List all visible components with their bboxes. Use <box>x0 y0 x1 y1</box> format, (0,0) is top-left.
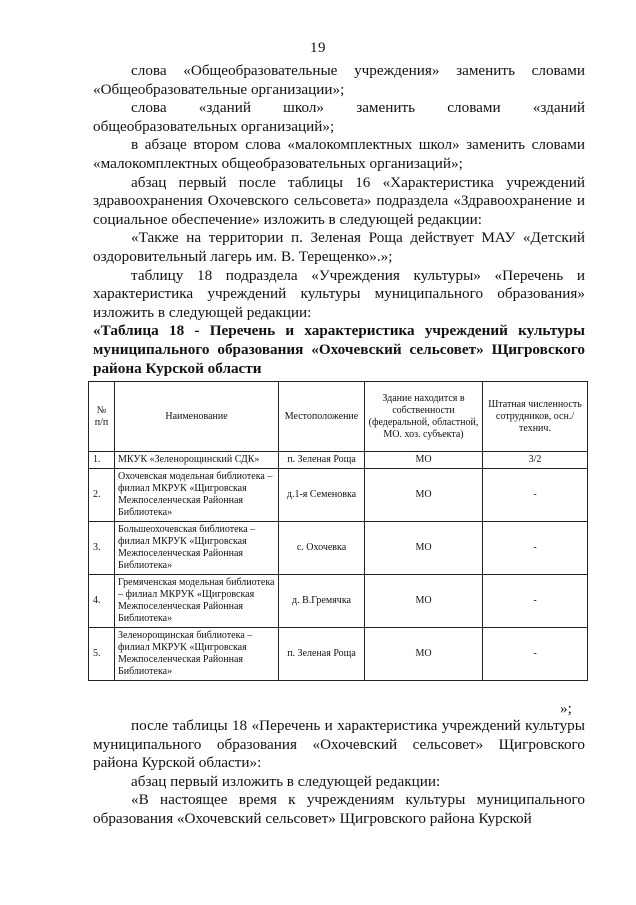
table-row <box>89 452 588 469</box>
cell-name: МКУК «Зеленорощинский СДК» <box>115 452 279 469</box>
paragraph: абзац первый изложить в следующей редакции: <box>131 772 441 790</box>
cell-location: с. Охочевка <box>279 522 365 575</box>
header-staff: Штатная численность сотрудников, осн./технич. <box>483 382 588 452</box>
cell-name: Гремяченская модельная библиотека – филиал МКРУК «Щигровская Межпоселенческая Районная Библиотека» <box>115 575 279 628</box>
document-body-bottom <box>93 717 585 829</box>
cell-name: Зеленорощинская библиотека – филиал МКРУК «Щигровская Межпоселенческая Районная Библиотека» <box>115 628 279 681</box>
paragraph: после таблицы 18 «Перечень и характеристика учреждений культуры муниципального образования «Охочевский сельсовет» Щигровского района Курской области»: <box>93 717 585 772</box>
cell-ownership: МО <box>365 575 483 628</box>
cell-ownership: МО <box>365 628 483 681</box>
page-number: 19 <box>310 40 326 56</box>
cell-location: д.1-я Семеновка <box>279 469 365 522</box>
cell-location: п. Зеленая Роща <box>279 452 365 469</box>
table-header-row <box>89 382 588 452</box>
paragraph: «Также на территории п. Зеленая Роща действует МАУ «Детский оздоровительный лагерь им. В. Терещенко».»; <box>93 229 585 265</box>
cell-number: 1. <box>89 452 115 469</box>
paragraph: абзац первый после таблицы 16 «Характеристика учреждений здравоохранения Охочевского сельсовета» подраздела «Здравоохранение и социальное обеспечение» изложить в следующей редакции: <box>93 173 585 228</box>
cell-location: д. В.Гремячка <box>279 575 365 628</box>
table-closing-quote: »; <box>560 700 572 717</box>
culture-institutions-table <box>88 381 587 681</box>
cell-staff: - <box>483 575 588 628</box>
table-row <box>89 522 588 575</box>
cell-number: 3. <box>89 522 115 575</box>
cell-location: п. Зеленая Роща <box>279 628 365 681</box>
cell-staff: - <box>483 469 588 522</box>
paragraph: в абзаце втором слова «малокомплектных школ» заменить словами «малокомплектных общеобразовательных организаций»; <box>93 136 585 172</box>
cell-number: 4. <box>89 575 115 628</box>
cell-staff: - <box>483 522 588 575</box>
table-title: «Таблица 18 - Перечень и характеристика учреждений культуры муниципального образования «Охочевский сельсовет» Щигровского района Курской области <box>93 322 585 377</box>
paragraph: «В настоящее время к учреждениям культуры муниципального образования «Охочевский сельсовет» Щигровского района Курской <box>93 791 585 827</box>
table-row <box>89 628 588 681</box>
cell-ownership: МО <box>365 469 483 522</box>
cell-name: Большеохочевская библиотека – филиал МКРУК «Щигровская Межпоселенческая Районная Библиотека» <box>115 522 279 575</box>
header-location: Местоположение <box>279 382 365 452</box>
paragraph: таблицу 18 подраздела «Учреждения культуры» «Перечень и характеристика учреждений культуры муниципального образования» изложить в следующей редакции: <box>93 266 585 321</box>
cell-name: Охочевская модельная библиотека – филиал МКРУК «Щигровская Межпоселенческая Районная Библиотека» <box>115 469 279 522</box>
table-row <box>89 469 588 522</box>
header-name: Наименование <box>115 382 279 452</box>
paragraph: слова «Общеобразовательные учреждения» заменить словами «Общеобразовательные организации»; <box>93 62 585 98</box>
header-ownership: Здание находится в собственности (федеральной, областной, МО. хоз. субъекта) <box>365 382 483 452</box>
paragraph: слова «зданий школ» заменить словами «зданий общеобразовательных организаций»; <box>93 99 585 135</box>
header-number: № п/п <box>89 382 115 452</box>
document-body-top <box>93 62 585 378</box>
cell-staff: - <box>483 628 588 681</box>
cell-ownership: МО <box>365 522 483 575</box>
cell-number: 5. <box>89 628 115 681</box>
cell-ownership: МО <box>365 452 483 469</box>
cell-number: 2. <box>89 469 115 522</box>
cell-staff: 3/2 <box>483 452 588 469</box>
table-row <box>89 575 588 628</box>
